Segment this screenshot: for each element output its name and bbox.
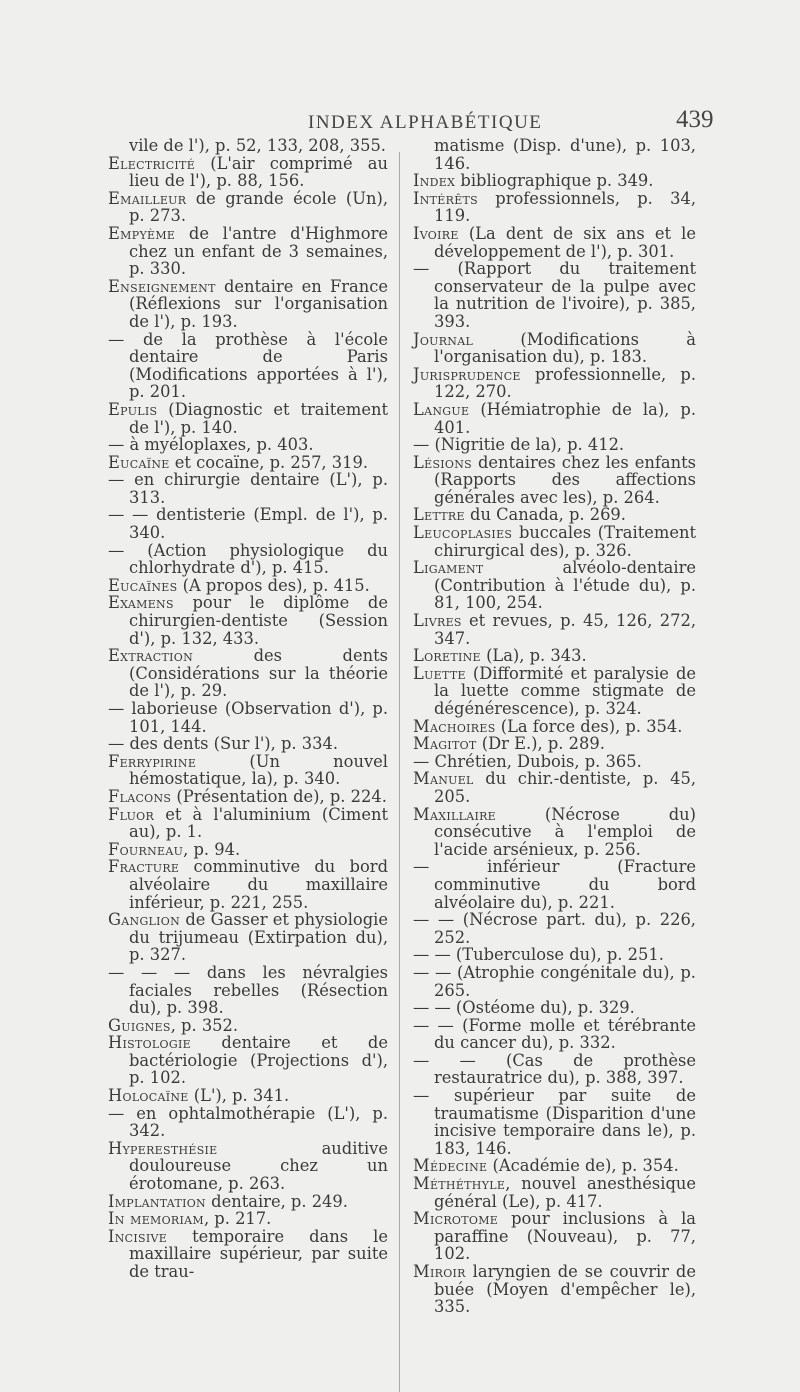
index-entry-head: Langue	[413, 399, 470, 419]
index-entry-head: Flacons	[108, 786, 172, 806]
index-entry-text: pour le diplôme de chirurgien-dentiste (Session d'), p. 132, 433.	[129, 593, 388, 648]
index-entry	[108, 1017, 388, 1035]
index-entry-text: du Canada, p. 269.	[464, 505, 626, 525]
index-entry-text: buccales (Traitement chirurgical des), p. 326.	[434, 523, 696, 560]
index-entry	[108, 401, 388, 436]
index-entry-text: et revues, p. 45, 126, 272, 347.	[434, 611, 696, 648]
index-entry-head: Magitot	[413, 734, 477, 754]
index-entry-head: Eucaïne	[108, 452, 170, 472]
index-entry	[108, 471, 388, 506]
index-entry	[413, 964, 696, 999]
index-entry	[413, 172, 696, 190]
index-entry-head: Ligament	[413, 558, 484, 578]
index-entry-text: temporaire dans le maxillaire supérieur, par suite de trau-	[129, 1226, 388, 1281]
index-entry-head: Histologie	[108, 1033, 191, 1053]
index-entry	[413, 559, 696, 612]
index-entry-head: In memoriam	[108, 1209, 204, 1229]
index-entry	[108, 647, 388, 700]
index-entry	[108, 964, 388, 1017]
index-entry-head: Ferrypirine	[108, 751, 197, 771]
index-entry-text: (La dent de six ans et le développement de l'), p. 301.	[434, 223, 696, 261]
index-entry-text: alvéolo-dentaire (Contribution à l'étude du), p. 81, 100, 254.	[434, 558, 696, 613]
index-entry	[413, 612, 696, 647]
index-entry-text: (Hémiatrophie de la), p. 401.	[434, 399, 696, 437]
index-entry-text: comminutive du bord alvéolaire du maxillaire inférieur, p. 221, 255.	[129, 857, 388, 912]
index-entry-text: (Nécrose du) consécutive à l'emploi de l'acide arsénieux, p. 256.	[434, 804, 696, 859]
index-entry-head: Loretine	[413, 646, 481, 666]
index-entry-head: Empyème	[108, 223, 176, 243]
index-entry-text: et à l'aluminium (Ciment au), p. 1.	[129, 804, 388, 842]
index-entry	[413, 911, 696, 946]
index-entry-text: — — (Cas de prothèse restauratrice du), p. 388, 397.	[413, 1050, 696, 1088]
index-entry	[108, 1105, 388, 1140]
index-entry-text: — supérieur par suite de traumatisme (Disparition d'une incisive temporaire dans le), p. 183, 146.	[413, 1086, 696, 1158]
index-entry	[108, 155, 388, 190]
index-entry-head: Ganglion	[108, 910, 181, 930]
index-entry-head: Holocaïne	[108, 1086, 189, 1106]
page-header	[0, 106, 800, 136]
index-entry	[413, 1175, 696, 1210]
index-entry-text: de l'antre d'Highmore chez un enfant de 3 semaines, p. 330.	[129, 223, 388, 279]
index-entry	[108, 1210, 388, 1228]
index-entry	[108, 1034, 388, 1087]
index-column-right	[413, 137, 696, 1316]
index-entry-head: Electricité	[108, 153, 196, 173]
index-entry	[413, 524, 696, 559]
index-entry	[108, 1087, 388, 1105]
index-entry	[108, 137, 388, 155]
index-entry-text: — en ophtalmothérapie (L'), p. 342.	[108, 1103, 388, 1141]
index-entry	[108, 1228, 388, 1281]
index-entry-text: auditive douloureuse chez un érotomane, p. 263.	[129, 1138, 388, 1194]
index-entry-head: Lettre	[413, 505, 465, 525]
index-entry-head: Médecine	[413, 1156, 488, 1176]
index-entry-head: Emailleur	[108, 188, 187, 208]
index-entry	[413, 366, 696, 401]
index-entry-text: et cocaïne, p. 257, 319.	[169, 452, 369, 472]
index-entry-text: (Diagnostic et traitement de l'), p. 140.	[129, 399, 388, 437]
index-entry-head: Index	[413, 171, 456, 191]
index-entry	[108, 1193, 388, 1211]
index-entry-text: — (Nigritie de la), p. 412.	[413, 435, 625, 455]
index-entry-text: (Difformité et paralysie de la luette comme stigmate de dégénérescence), p. 324.	[434, 663, 696, 718]
index-entry-head: Incisive	[108, 1226, 168, 1246]
index-entry-head: Journal	[413, 329, 474, 349]
index-entry-head: Jurisprudence	[413, 364, 521, 384]
index-entry-head: Fluor	[108, 804, 155, 824]
index-entry	[413, 225, 696, 260]
running-title: INDEX ALPHABÉTIQUE	[308, 112, 543, 133]
index-entry-head: Leucoplasies	[413, 523, 513, 543]
index-entry	[413, 806, 696, 859]
index-entry-text: — (Rapport du traitement conservateur de la pulpe avec la nutrition de l'ivoire), p. 385, 393.	[413, 259, 696, 331]
index-entry	[108, 753, 388, 788]
index-entry-text: bibliographique p. 349.	[455, 171, 654, 191]
index-entry-text: dentaire en France (Réflexions sur l'organisation de l'), p. 193.	[129, 276, 388, 331]
index-entry-text: , p. 217.	[203, 1209, 272, 1229]
index-entry	[413, 331, 696, 366]
index-entry	[108, 190, 388, 225]
index-entry	[108, 436, 388, 454]
index-entry-text: — — (Ostéome du), p. 329.	[413, 998, 635, 1018]
index-entry	[413, 190, 696, 225]
index-entry-text: professionnels, p. 34, 119.	[434, 188, 696, 226]
index-entry-head: Ivoire	[413, 223, 459, 243]
index-entry-text: des dents (Considérations sur la théorie de l'), p. 29.	[129, 646, 388, 701]
index-entry-head: Implantation	[108, 1191, 206, 1211]
index-entry-head: Miroir	[413, 1262, 466, 1281]
index-entry	[108, 806, 388, 841]
index-entry-text: — en chirurgie dentaire (L'), p. 313.	[108, 470, 388, 507]
index-entry-text: — — (Atrophie congénitale du), p. 265.	[413, 962, 696, 1000]
index-entry-head: Manuel	[413, 769, 474, 789]
index-entry	[108, 542, 388, 577]
index-entry-head: Enseignement	[108, 276, 216, 296]
index-entry-text: — à myéloplaxes, p. 403.	[108, 435, 314, 455]
index-entry-text: matisme (Disp. d'une), p. 103, 146.	[434, 136, 696, 173]
index-entry-text: vile de l'), p. 52, 133, 208, 355.	[129, 136, 386, 155]
index-entry	[108, 331, 388, 401]
index-entry	[413, 1052, 696, 1087]
index-entry	[413, 718, 696, 736]
index-entry-text: du chir.-dentiste, p. 45, 205.	[434, 769, 696, 806]
index-entry-text: (La), p. 343.	[480, 646, 587, 666]
index-entry-text: — inférieur (Fracture comminutive du bord alvéolaire du), p. 221.	[413, 857, 696, 912]
index-entry-text: dentaire, p. 249.	[205, 1191, 348, 1211]
index-entry-text: (La force des), p. 354.	[495, 716, 683, 736]
index-entry-text: laryngien de se couvrir de buée (Moyen d'empêcher le), 335.	[434, 1262, 696, 1317]
index-entry-head: Epulis	[108, 399, 158, 419]
index-entry	[413, 1263, 696, 1316]
index-entry-text: — — (Tuberculose du), p. 251.	[413, 945, 664, 965]
index-entry-text: pour inclusions à la paraffine (Nouveau), p. 77, 102.	[434, 1209, 696, 1264]
index-entry	[413, 665, 696, 718]
index-entry	[413, 770, 696, 805]
index-entry-head: Fracture	[108, 857, 180, 877]
index-entry-head: Examens	[108, 593, 174, 613]
index-entry	[413, 946, 696, 964]
index-column-left	[108, 137, 388, 1281]
index-entry-head: Extraction	[108, 646, 194, 666]
index-entry	[108, 594, 388, 647]
index-entry	[413, 735, 696, 753]
index-entry-head: Maxillaire	[413, 804, 497, 824]
index-entry	[108, 788, 388, 806]
index-entry-text: — — dentisterie (Empl. de l'), p. 340.	[108, 505, 388, 543]
index-entry	[413, 454, 696, 507]
index-entry-text: , nouvel anesthésique général (Le), p. 417.	[434, 1174, 696, 1211]
index-entry-text: (L'), p. 341.	[188, 1086, 290, 1106]
index-entry	[108, 911, 388, 964]
index-entry-text: (Académie de), p. 354.	[487, 1156, 679, 1176]
index-entry	[413, 436, 696, 454]
index-entry-text: (L'air comprimé au lieu de l'), p. 88, 156.	[129, 153, 388, 191]
index-entry	[413, 753, 696, 771]
index-entry-head: Intérêts	[413, 188, 479, 208]
column-divider	[399, 152, 400, 1392]
index-entry	[108, 1140, 388, 1193]
index-entry	[413, 1087, 696, 1157]
index-entry	[413, 401, 696, 436]
index-entry-text: — — — dans les névralgies faciales rebelles (Résection du), p. 398.	[108, 962, 388, 1018]
index-entry	[413, 858, 696, 911]
index-entry-text: de grande école (Un), p. 273.	[129, 188, 388, 226]
index-entry	[108, 858, 388, 911]
index-entry-text: — Chrétien, Dubois, p. 365.	[413, 751, 642, 771]
index-entry-head: Luette	[413, 663, 466, 683]
index-entry	[108, 225, 388, 278]
index-entry-text: — des dents (Sur l'), p. 334.	[108, 734, 339, 754]
index-entry	[108, 454, 388, 472]
index-entry-head: Méthéthyle	[413, 1174, 506, 1194]
index-entry-head: Guignes	[108, 1015, 171, 1035]
index-entry	[413, 1017, 696, 1052]
index-entry	[413, 260, 696, 330]
index-entry-head: Fourneau	[108, 839, 184, 859]
index-entry-text: — — (Nécrose part. du), p. 226, 252.	[413, 910, 696, 947]
index-entry-text: , p. 352.	[170, 1015, 239, 1035]
index-entry	[413, 506, 696, 524]
index-entry-text: (Présentation de), p. 224.	[171, 786, 387, 806]
index-entry-text: — — (Forme molle et térébrante du cancer du), p. 332.	[413, 1015, 696, 1053]
index-entry	[413, 137, 696, 172]
index-entry-text: , p. 94.	[183, 839, 241, 859]
index-entry-text: — laborieuse (Observation d'), p. 101, 144.	[108, 699, 388, 736]
index-entry	[413, 1157, 696, 1175]
index-entry-head: Machoires	[413, 716, 496, 736]
page-number: 439	[676, 106, 714, 133]
index-entry-text: dentaires chez les enfants (Rapports des affections générales avec les), p. 264.	[434, 452, 696, 507]
index-entry-head: Microtome	[413, 1209, 499, 1229]
index-entry	[108, 735, 388, 753]
index-entry	[108, 577, 388, 595]
index-entry	[413, 1210, 696, 1263]
index-entry	[108, 841, 388, 859]
index-entry-text: dentaire et de bactériologie (Projections d'), p. 102.	[129, 1033, 388, 1088]
index-entry-text: (Modifications à l'organisation du), p. 183.	[434, 329, 696, 367]
index-entry-text: (A propos des), p. 415.	[177, 575, 370, 595]
index-entry	[108, 700, 388, 735]
index-entry-text: — de la prothèse à l'école dentaire de Paris (Modifications apportées à l'), p. 201.	[108, 329, 388, 402]
index-entry	[108, 506, 388, 541]
index-entry-head: Hyperesthésie	[108, 1138, 218, 1158]
index-entry	[108, 278, 388, 331]
index-entry-head: Lésions	[413, 452, 473, 472]
index-entry-text: de Gasser et physiologie du trijumeau (Extirpation du), p. 327.	[129, 910, 388, 965]
index-entry-head: Livres	[413, 611, 462, 631]
index-entry-text: (Dr E.), p. 289.	[476, 734, 605, 754]
index-entry	[413, 647, 696, 665]
index-entry-text: (Un nouvel hémostatique, la), p. 340.	[129, 751, 388, 789]
index-entry-text: professionnelle, p. 122, 270.	[434, 364, 696, 402]
index-entry	[413, 999, 696, 1017]
index-entry-text: — (Action physiologique du chlorhydrate d'), p. 415.	[108, 540, 388, 578]
index-entry-head: Eucaïnes	[108, 575, 178, 595]
